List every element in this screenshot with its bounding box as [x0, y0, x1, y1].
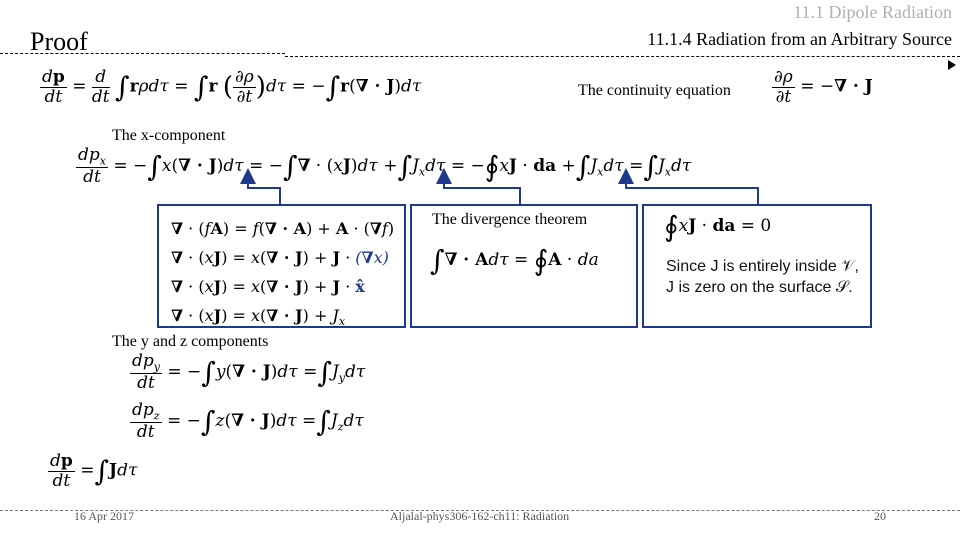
identity-1: ∇ · (fA) = f(∇ · A) + A · (∇f): [171, 219, 395, 238]
x-component-label: The x-component: [112, 127, 226, 144]
chapter-title: 11.1 Dipole Radiation: [793, 2, 952, 22]
surface-box: [642, 204, 872, 328]
arrow-identity: [248, 176, 280, 205]
surface-zero-equation: ∮xJ · da = 0: [664, 210, 772, 243]
identity-2: ∇ · (xJ) = x(∇ · J) + J · (∇x): [171, 248, 389, 267]
identity-box: [157, 204, 406, 328]
footer-course: Aljalal-phys306-162-ch11: Radiation: [390, 509, 570, 523]
footer-date: 16 Apr 2017: [74, 509, 134, 523]
y-component-equation: $\frac{dp_y}{dt}$ = $-\int y(\nabla \cdot J)d\tau =\int J_yd\tau$: [132, 351, 366, 394]
identity-3: ∇ · (xJ) = x(∇ · J) + J · x̂: [171, 277, 365, 296]
result-equation: $\frac{dp}{dt}$ =∫Jdτ: [50, 451, 138, 491]
section-title: 11.1.4 Radiation from an Arbitrary Source: [647, 29, 952, 49]
footer-page-number: 20: [874, 509, 886, 523]
yz-components-label: The y and z components: [112, 333, 269, 350]
z-component-equation: $\frac{dp_z}{dt}$ = $-\int z(\nabla \cdot J)d\tau =\int J_zd\tau$: [132, 400, 364, 443]
continuity-equation: $\frac{\partial\rho}{\partial t}$ = −∇ · J: [774, 67, 873, 107]
divergence-label: The divergence theorem: [432, 211, 588, 228]
arrow-surface: [626, 176, 758, 205]
surface-note-1: Since J is entirely inside 𝒱,: [666, 258, 859, 275]
continuity-label: The continuity equation: [578, 82, 731, 99]
dipole-rate-equation: $\frac{dp}{dt}$ = $\frac{d}{dt}$ ∫rρdτ = ∫r ( $\frac{\partial\rho}{\partial t}$ )dτ = −∫r(∇ · J)dτ: [42, 67, 422, 107]
surface-note-2: J is zero on the surface 𝒮.: [666, 279, 853, 296]
divergence-box: [410, 204, 638, 328]
identity-4: ∇ · $(xJ) = x(\nabla \cdot J) + J_x$: [171, 306, 346, 329]
arrow-divergence: [444, 176, 520, 205]
x-component-equation: $\frac{dp_x}{dt}$ = −∫x(∇ · J)dτ = −∫∇ · $(xJ)d\tau +\int J_xd\tau$ = −∮xJ · da $+\int J_xd\tau =\int J_xd\tau$: [78, 145, 692, 188]
divergence-equation: ∫∇ · Adτ = ∮A · da: [430, 244, 599, 277]
proof-title: Proof: [30, 27, 88, 56]
